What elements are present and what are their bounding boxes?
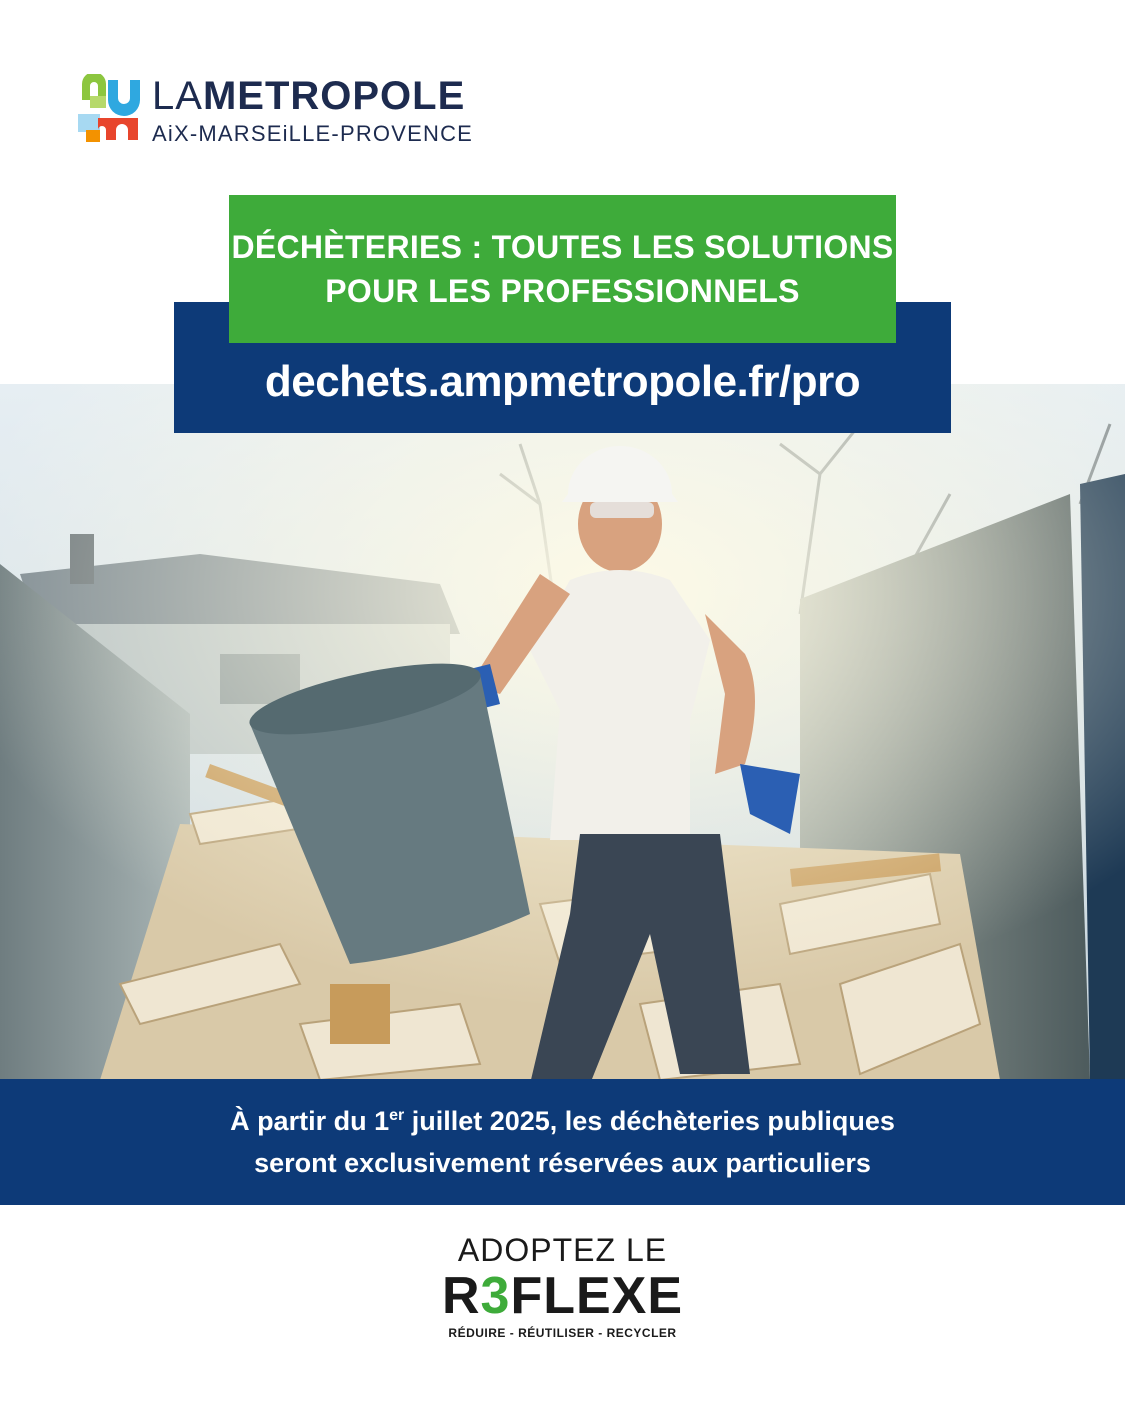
headline-panel [229, 195, 896, 343]
r3flexe-logo [0, 1232, 1125, 1340]
r3flexe-digit: 3 [480, 1267, 511, 1325]
metropole-logo-icon [78, 74, 142, 144]
r3flexe-tagline: RÉDUIRE - RÉUTILISER - RECYCLER [448, 1326, 677, 1340]
metropole-logo [78, 74, 508, 150]
notice-band [0, 1079, 1125, 1205]
worker-carrying-bin-photo-icon [0, 384, 1125, 1080]
logo-title-metropole: METROPOLE [202, 74, 466, 118]
website-url[interactable]: dechets.ampmetropole.fr/pro [264, 357, 861, 406]
r3flexe-wordmark [0, 1268, 1125, 1324]
notice-line1-before: À partir du 1 [230, 1106, 390, 1136]
adoptez-text: ADOPTEZ LE [457, 1232, 668, 1268]
worker-photo [0, 384, 1125, 1080]
notice-line1-after: juillet 2025, les déchèteries publiques [404, 1106, 895, 1136]
notice-line1-sup: er [389, 1107, 405, 1124]
r3flexe-r: R [441, 1267, 481, 1325]
r3flexe-flexe: FLEXE [510, 1267, 684, 1325]
headline-line2: POUR LES PROFESSIONNELS [325, 273, 800, 309]
logo-subtitle: AiX-MARSEiLLE-PROVENCE [152, 121, 474, 146]
headline-line1: DÉCHÈTERIES : TOUTES LES SOLUTIONS [231, 229, 894, 265]
logo-title [152, 76, 473, 116]
notice-line1 [230, 1100, 895, 1142]
logo-title-la: LA [152, 74, 203, 118]
notice-line2: seront exclusivement réservées aux particuliers [254, 1148, 871, 1178]
